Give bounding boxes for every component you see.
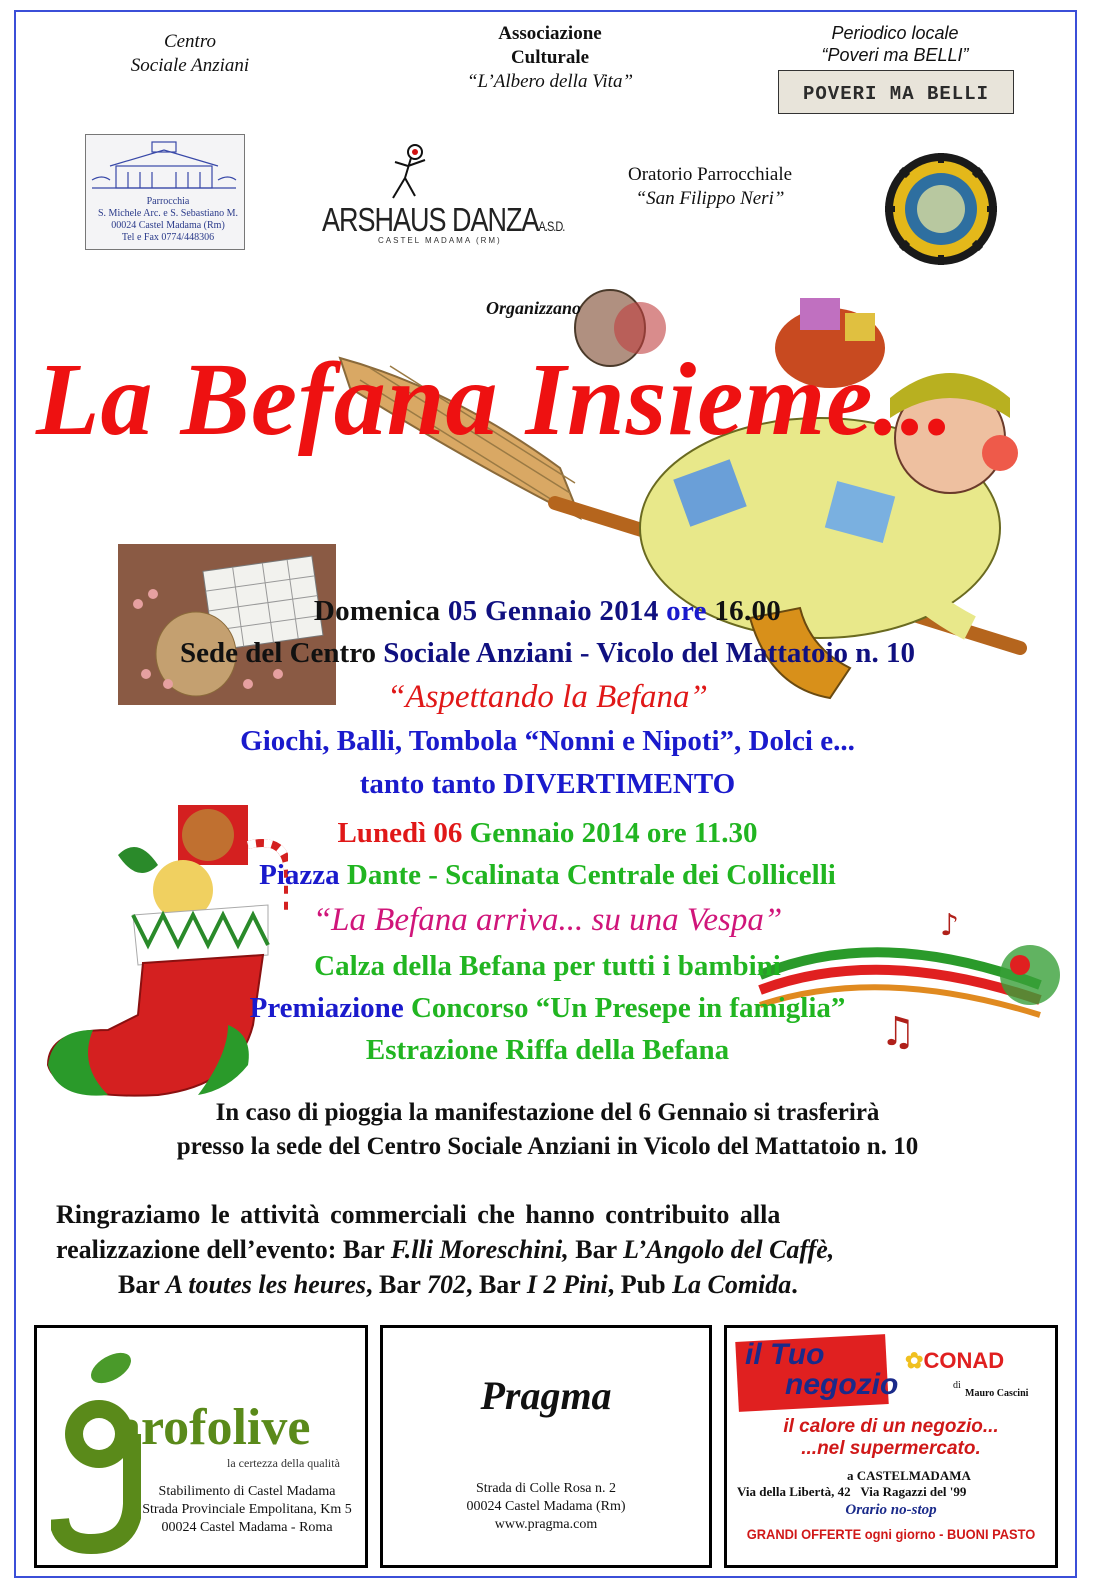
event1-desc2: tanto tanto DIVERTIMENTO [359,768,736,800]
poveri-ma-belli-logo: POVERI MA BELLI [778,70,1014,114]
garofolive-address: Stabilimento di Castel Madama Strada Provinciale Empolitana, Km 5 00024 Castel Madama - Roma [142,1484,352,1535]
parish-text [88,196,248,244]
centro-line1: Centro [163,31,217,52]
event1-desc1: Giochi, Balli, Tombola “Nonni e Nipoti”, Dolci e... [240,725,855,757]
event2-desc2: Premiazione Concorso “Un Presepe in famiglia” [249,992,846,1024]
thanks-paragraph [56,1197,1036,1302]
oratorio-line2: “San Filippo Neri” [635,188,785,209]
event2-subtitle: “La Befana arriva... su una Vespa” [312,902,783,938]
conad-owner: Mauro Cascini [965,1388,1029,1399]
pragma-address: Strada di Colle Rosa n. 2 00024 Castel Madama (Rm) www.pragma.com [466,1481,626,1532]
sponsor-pragma [380,1325,712,1568]
dancer-icon [385,138,435,208]
parish-name: Parrocchia [146,196,190,207]
event2-desc3: Estrazione Riffa della Befana [365,1034,730,1066]
thanks-line1: Ringraziamo le attività commerciali che hanno contribuito alla [56,1200,781,1229]
conad-tuo-negozio: il Tuo negozio [745,1338,899,1401]
conad-slogan: il calore di un negozio... ...nel supermercato. [783,1416,999,1459]
periodico-line2: “Poveri ma BELLI” [821,45,969,65]
periodico-line1: Periodico locale [831,23,959,43]
event1-venue: Sede del Centro Sociale Anziani - Vicolo del Mattatoio n. 10 [180,637,915,669]
organizzano-label: Organizzano [486,298,582,318]
assoc-line1: Associazione [498,23,602,44]
thanks-line2: realizzazione dell’evento: Bar F.lli Moreschini, Bar L’Angolo del Caffè, [56,1235,835,1264]
conad-address: Via della Libertà, 42 Via Ragazzi del '99 [737,1484,967,1499]
conad-orario: Orario no-stop [845,1502,937,1518]
event2-desc1: Calza della Befana per tutti i bambini [314,950,781,982]
main-title: La Befana Insieme... [36,342,955,457]
rain-notice [0,1096,1095,1164]
sponsor-conad [724,1325,1058,1568]
garofolive-logo: arofolive [115,1399,311,1456]
periodico-header [770,22,1020,66]
church-icon [88,140,240,196]
oratorio-header [590,163,830,211]
svg-text:♫: ♫ [880,1009,916,1055]
svg-text:♪: ♪ [940,908,960,943]
assoc-line2: Culturale [510,47,590,68]
rain-line2: presso la sede del Centro Sociale Anziani in Vicolo del Mattatoio n. 10 [176,1133,919,1160]
conad-di: di [953,1380,961,1391]
event1-subtitle: “Aspettando la Befana” [387,679,708,715]
event2-venue: Piazza Dante - Scalinata Centrale dei Collicelli [259,859,836,891]
associazione-header [420,22,680,94]
oratorio-line1: Oratorio Parrocchiale [627,164,793,185]
arshaus-sub: CASTEL MADAMA (RM) [378,236,502,245]
thanks-line3: Bar A toutes les heures, Bar 702, Bar I 2 Pini, Pub La Comida. [118,1270,798,1299]
sponsor-garofolive [34,1325,368,1568]
garofolive-tagline: la certezza della qualità [227,1456,340,1470]
conad-town: a CASTELMADAMA [847,1468,971,1483]
rain-line1: In caso di pioggia la manifestazione del 6 Gennaio si trasferirà [215,1099,880,1126]
arshaus-logo: ARSHAUS DANZAA.S.D. [322,201,565,239]
conad-brand: ✿CONAD [905,1348,1005,1373]
event1-date-line: Domenica 05 Gennaio 2014 ore 16.00 [313,595,782,627]
centro-sociale-header [100,30,280,78]
parish-line3: Tel e Fax 0774/448306 [121,232,215,243]
assoc-line3: “L’Albero della Vita” [466,71,634,92]
vespa-club-gear-logo [880,150,1002,268]
parish-line2: 00024 Castel Madama (Rm) [111,220,225,231]
centro-line2: Sociale Anziani [130,55,250,76]
flower-icon: ✿ [905,1348,924,1373]
event2-date-line: Lunedì 06 Gennaio 2014 ore 11.30 [337,817,758,849]
conad-offerte: GRANDI OFFERTE ogni giorno - BUONI PASTO [746,1526,1036,1542]
pragma-name: Pragma [480,1373,612,1418]
parish-line1: S. Michele Arc. e S. Sebastiano M. [98,208,238,219]
